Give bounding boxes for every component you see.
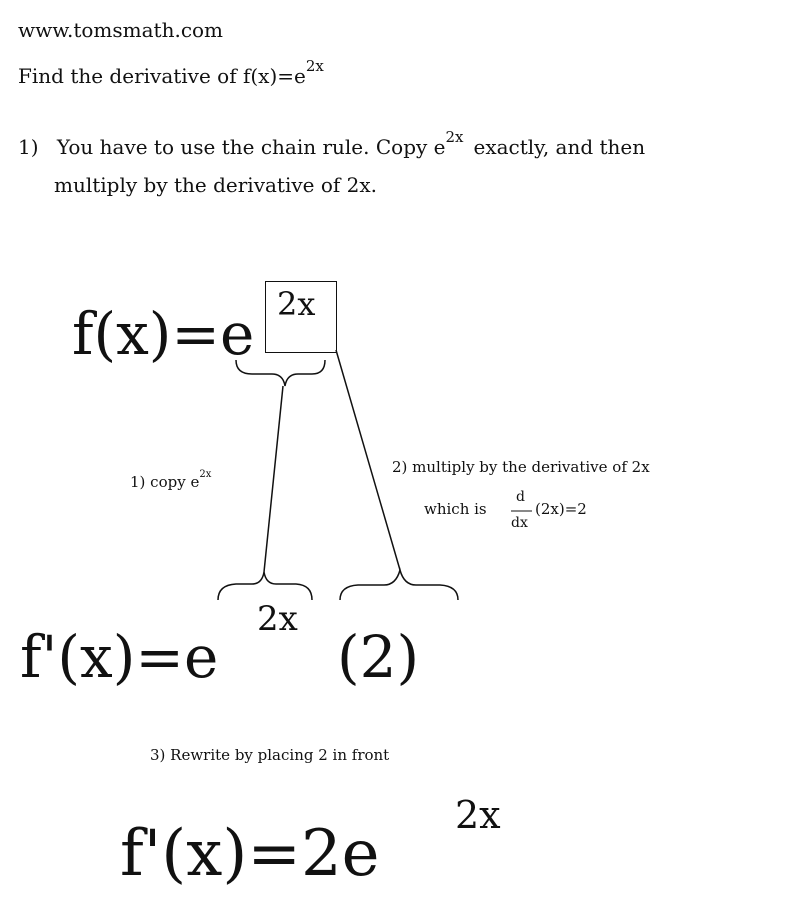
top-brace xyxy=(236,360,325,386)
copy-connector-line xyxy=(264,386,283,572)
final-answer: f'(x)=2e xyxy=(120,817,380,891)
annotation-copy xyxy=(130,469,212,491)
annotation-multiply: 2) multiply by the derivative of 2x xyxy=(392,458,650,476)
boxed-exponent: 2x xyxy=(277,285,316,323)
fraction-numerator: d xyxy=(516,489,525,505)
annotation-copy-text: 1) copy e xyxy=(130,473,200,491)
annotation-copy-exponent: 2x xyxy=(199,469,212,480)
derivative-expression: f'(x)=e xyxy=(20,623,219,691)
fraction-denominator: dx xyxy=(511,515,528,531)
copy-brace xyxy=(218,572,312,600)
derivative-exponent: 2x xyxy=(257,599,298,639)
step-1-exponent: 2x xyxy=(445,128,464,146)
step-1-text-a: You have to use the chain rule. Copy e xyxy=(56,135,446,159)
website-url: www.tomsmath.com xyxy=(18,18,224,42)
derivative-factor: (2) xyxy=(337,623,420,691)
step-3-label: 3) Rewrite by placing 2 in front xyxy=(150,746,390,764)
step-1-number: 1) xyxy=(18,135,39,159)
step-1-line-2: multiply by the derivative of 2x. xyxy=(54,173,378,197)
function-definition: f(x)=e xyxy=(72,300,255,368)
problem-exponent: 2x xyxy=(305,57,324,75)
final-exponent: 2x xyxy=(455,793,501,837)
step-1-text-b: exactly, and then xyxy=(473,135,646,159)
multiply-brace xyxy=(340,570,458,600)
annotation-result: (2x)=2 xyxy=(535,500,587,518)
multiply-connector-line xyxy=(336,350,400,570)
problem-text: Find the derivative of f(x)=e xyxy=(18,64,306,88)
annotation-which-is: which is xyxy=(424,500,487,518)
